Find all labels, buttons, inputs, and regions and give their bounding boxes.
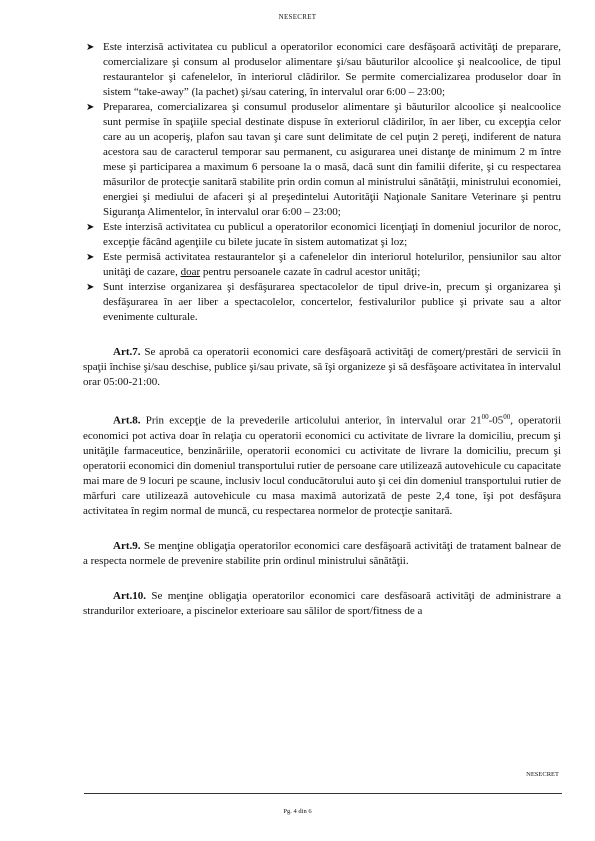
arrow-bullet-icon: ➤	[86, 222, 95, 233]
article-7	[83, 345, 561, 390]
footer-classification: NESECRET	[526, 771, 559, 778]
bullet-text: Sunt interzise organizarea şi desfăşurarea spectacolelor de tipul drive-in, precum şi organizarea şi desfăşurarea în aer liber a spectacolelor, concertelor, festivalurilor publice şi private sau a altor evenimente culturale.	[103, 281, 561, 323]
bullet-item	[83, 250, 561, 280]
bullet-item	[83, 280, 561, 325]
article-label: Art.7.	[113, 346, 141, 358]
bullet-item	[83, 40, 561, 100]
article-9	[83, 539, 561, 569]
arrow-bullet-icon: ➤	[86, 282, 95, 293]
bullet-text-underlined: doar	[180, 266, 201, 278]
article-label: Art.8.	[113, 414, 141, 427]
header-classification: NESECRET	[278, 13, 317, 21]
bullet-item	[83, 100, 561, 220]
article-label: Art.9.	[113, 539, 141, 552]
bullet-text: Este interzisă activitatea cu publicul a operatorilor economici care desfăşoară activităţi de preparare, comercializare şi consum al produselor alimentare şi/sau băuturilor alcoolice şi nealcoolice, de tipul restaurantelor şi cafenelelor, în interiorul clădirilor. Se permite comercializarea produselor doar în sistem “take-away” (la pachet) şi/sau catering, în intervalul orar 6:00 – 23:00;	[103, 41, 561, 98]
article-text: Se menţine obligaţia operatorilor economici care desfăsoară activităţi de administrare a strandurilor exterioare, a piscinelor exterioare sau sălilor de sport/fitness de a	[83, 589, 561, 617]
article-text-pre: Prin excepţie de la prevederile articolului anterior, în intervalul orar 21	[140, 414, 482, 427]
superscript: 00	[503, 413, 511, 421]
arrow-bullet-icon: ➤	[86, 102, 95, 113]
bullet-text-after: pentru persoanele cazate în cadrul acestor unităţi;	[200, 266, 421, 278]
article-text: Se menţine obligaţia operatorilor economici care desfăşoară activităţi de tratament balnear de a respecta normele de prevenire stabilite prin ordinul ministrului sănătăţii.	[83, 539, 561, 567]
article-text: Se aprobă ca operatorii economici care desfăşoară activităţi de comerţ/prestări de servicii în spaţii închise şi/sau deschise, publice şi/sau private, să îşi organizeze şi să desfăşoare activitatea în intervalul orar 05:00-21:00.	[83, 346, 561, 388]
article-label: Art.10.	[113, 589, 146, 602]
arrow-bullet-icon: ➤	[86, 42, 95, 53]
footer-divider	[84, 793, 562, 794]
bullet-text: Prepararea, comercializarea şi consumul produselor alimentare şi băuturilor alcoolice şi nealcoolice sunt permise în spaţiile special destinate dispuse în exteriorul clădirilor, în aer liber, cu excepţia celor care au un acoperiş, plafon sau tavan şi care sunt delimitate de cel puţin 2 pereţi, indiferent de natura acestora sau de caracterul temporar sau permanent, cu asigurarea unei distanţe de minimum 2 m între mese şi participarea a maximum 6 persoane la o masă, dacă sunt din familii diferite, şi cu respectarea măsurilor de protecţie sanitară stabilite prin ordin comun al ministrului sănătăţii, ministrului economiei, energiei şi mediului de afaceri şi al preşedintelui Autorităţii Naţionale Sanitare Veterinare şi pentru Siguranţa Alimentelor, în intervalul orar 6:00 – 23:00;	[103, 101, 561, 218]
bullet-text-before: Este permisă activitatea restaurantelor şi a cafenelelor din interiorul hotelurilor, pensiunilor sau altor unităţi de cazare,	[103, 251, 561, 278]
bullet-item	[83, 220, 561, 250]
superscript: 00	[481, 413, 489, 421]
article-10	[83, 589, 561, 619]
arrow-bullet-icon: ➤	[86, 252, 95, 263]
page-number: Pg. 4 din 6	[283, 808, 312, 815]
article-text: , operatorii economici pot activa doar în relaţia cu operatorii economici cu activitate de livrare la domiciliu, precum şi unităţile farmaceutice, benzinăriile, operatorii economici cu activitate de livrare la domiciliu, precum şi operatorii economici din domeniul transportului rutier de persoane care utilizează autovehicule cu capacitate mai mare de 9 locuri pe scaune, inclusiv locul conducătorului auto şi cei din domeniul transportului rutier de mărfuri care utilizează autovehicule cu masa maximă autorizată de peste 2,4 tone, îşi pot desfăşura activitatea în regim normal de muncă, cu respectarea normelor de protecţie sanitară.	[83, 414, 562, 517]
article-8	[83, 410, 561, 519]
document-body	[83, 40, 561, 619]
article-text-mid: -05	[488, 414, 504, 427]
bullet-text: Este interzisă activitatea cu publicul a operatorilor economici licenţiaţi în domeniul jocurilor de noroc, excepţie făcând agenţiile cu bilete jucate în sistem automatizat şi loz;	[103, 221, 561, 248]
